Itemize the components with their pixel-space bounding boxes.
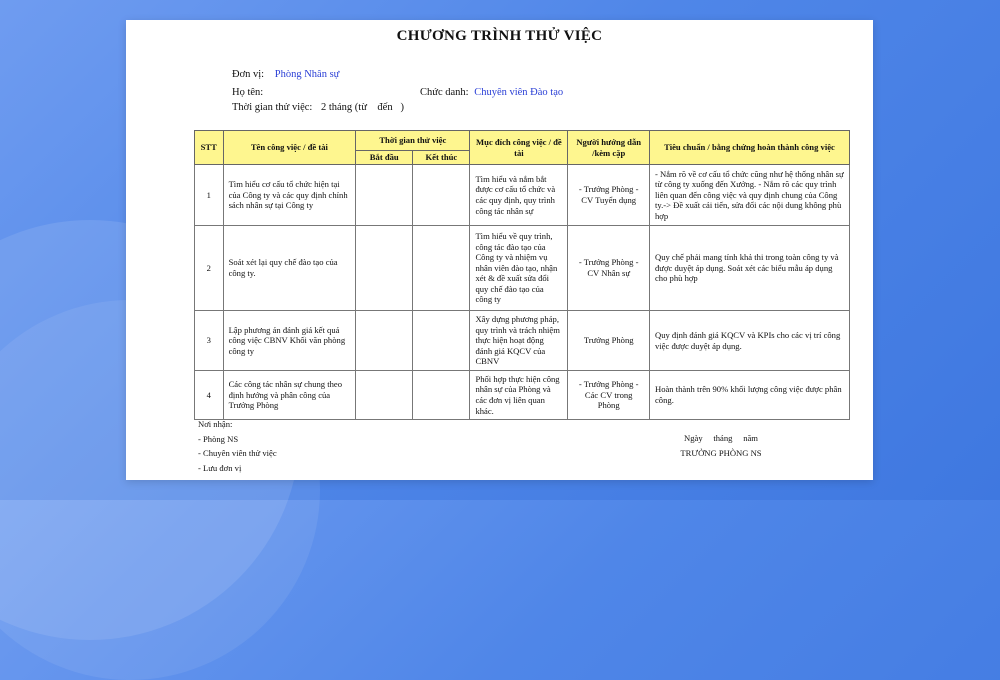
chuc-danh-label: Chức danh:	[420, 87, 469, 98]
row-muc-dich: Tìm hiểu và nắm bắt được cơ cấu tổ chức và các quy định, quy trình công tác nhân sự	[470, 165, 568, 226]
chuc-danh-line	[420, 87, 563, 98]
date-line: Ngày tháng năm	[684, 433, 758, 443]
recipient-item: - Chuyên viên thử việc	[198, 448, 277, 458]
row-nguoi-huong-dan: - Trưởng Phòng - Các CV trong Phòng	[568, 371, 650, 420]
table-row	[195, 226, 850, 311]
recipient-item: - Phòng NS	[198, 433, 239, 444]
row-tieu-chuan: Quy định đánh giá KQCV và KPIs cho các vị trí công việc được duyệt áp dụng.	[649, 311, 849, 371]
thoi-gian-label: Thời gian thử việc:	[232, 102, 313, 113]
row-ten-cong-viec: Tìm hiểu cơ cấu tổ chức hiện tại của Công ty và các quy định chính sách nhân sự tại Công ty	[223, 165, 356, 226]
noi-nhan-label: Nơi nhận:	[198, 419, 233, 429]
row-ten-cong-viec: Các công tác nhân sự chung theo định hướng và phân công của Trưởng Phòng	[223, 371, 356, 420]
row-muc-dich: Tìm hiểu về quy trình, công tác đào tạo của Công ty và nhiệm vụ nhân viên đào tạo, nhận xét & đề xuất sửa đổi quy chế đào tạo của công ty	[470, 226, 568, 311]
thoi-gian-value: 2 tháng (từ đến )	[320, 102, 404, 113]
header-ten-cong-viec: Tên công việc / đề tài	[223, 131, 356, 165]
row-bat-dau	[356, 371, 413, 420]
row-tieu-chuan: Hoàn thành trên 90% khối lượng công việc được phân công.	[649, 371, 849, 420]
document-page	[126, 20, 873, 480]
table-row	[195, 165, 850, 226]
signature-block	[666, 431, 776, 460]
don-vi-line	[232, 69, 339, 80]
row-nguoi-huong-dan: - Trưởng Phòng - CV Nhân sự	[568, 226, 650, 311]
row-tieu-chuan: - Nắm rõ về cơ cấu tổ chức cũng như hệ thống nhân sự từ công ty xuống đến Xưởng. - Nắm rõ các quy trình liên quan đến công việc và quy định chung của Công ty.-> Đề xuất cải tiến, sửa đổi các nội dung không phù hợp	[649, 165, 849, 226]
row-bat-dau	[356, 311, 413, 371]
signer-title: TRƯỞNG PHÒNG NS	[680, 447, 762, 458]
document-title: CHƯƠNG TRÌNH THỬ VIỆC	[396, 28, 603, 44]
row-ket-thuc	[413, 226, 470, 311]
work-plan-table	[194, 130, 850, 420]
row-nguoi-huong-dan: - Trưởng Phòng - CV Tuyển dụng	[568, 165, 650, 226]
table-row	[195, 371, 850, 420]
ho-ten-label: Họ tên:	[232, 87, 264, 98]
chuc-danh-value: Chuyên viên Đào tạo	[474, 87, 564, 98]
row-ket-thuc	[413, 371, 470, 420]
recipient-item: - Lưu đơn vị	[198, 462, 242, 473]
row-stt: 3	[195, 311, 224, 371]
row-ten-cong-viec: Soát xét lại quy chế đào tạo của công ty.	[223, 226, 356, 311]
row-bat-dau	[356, 165, 413, 226]
row-bat-dau	[356, 226, 413, 311]
recipients-block	[198, 417, 277, 475]
row-nguoi-huong-dan: Trưởng Phòng	[568, 311, 650, 371]
header-tieu-chuan: Tiêu chuẩn / bằng chứng hoàn thành công việc	[649, 131, 849, 165]
row-stt: 2	[195, 226, 224, 311]
row-ten-cong-viec: Lập phương án đánh giá kết quả công việc CBNV Khối văn phòng công ty	[223, 311, 356, 371]
header-ket-thuc: Kết thúc	[413, 151, 470, 165]
row-stt: 1	[195, 165, 224, 226]
row-stt: 4	[195, 371, 224, 420]
thoi-gian-line	[232, 102, 404, 113]
row-ket-thuc	[413, 165, 470, 226]
table-row	[195, 311, 850, 371]
row-tieu-chuan: Quy chế phải mang tính khả thi trong toàn công ty và được duyệt áp dụng. Soát xét các biểu mẫu áp dụng cho phù hợp	[649, 226, 849, 311]
row-muc-dich: Phối hợp thực hiện công nhân sự của Phòng và các đơn vị liên quan khác.	[470, 371, 568, 420]
header-bat-dau: Bắt đầu	[356, 151, 413, 165]
header-stt: STT	[195, 131, 224, 165]
don-vi-label: Đơn vị:	[232, 69, 265, 80]
header-muc-dich: Mục đích công việc / đề tài	[470, 131, 568, 165]
row-muc-dich: Xây dựng phương pháp, quy trình và trách nhiệm thực hiện hoạt động đánh giá KQCV của CBNV	[470, 311, 568, 371]
row-ket-thuc	[413, 311, 470, 371]
header-thoi-gian: Thời gian thử việc	[356, 131, 470, 151]
header-nguoi-huong-dan: Người hướng dẫn /kèm cặp	[568, 131, 650, 165]
don-vi-value: Phòng Nhân sự	[274, 69, 340, 80]
